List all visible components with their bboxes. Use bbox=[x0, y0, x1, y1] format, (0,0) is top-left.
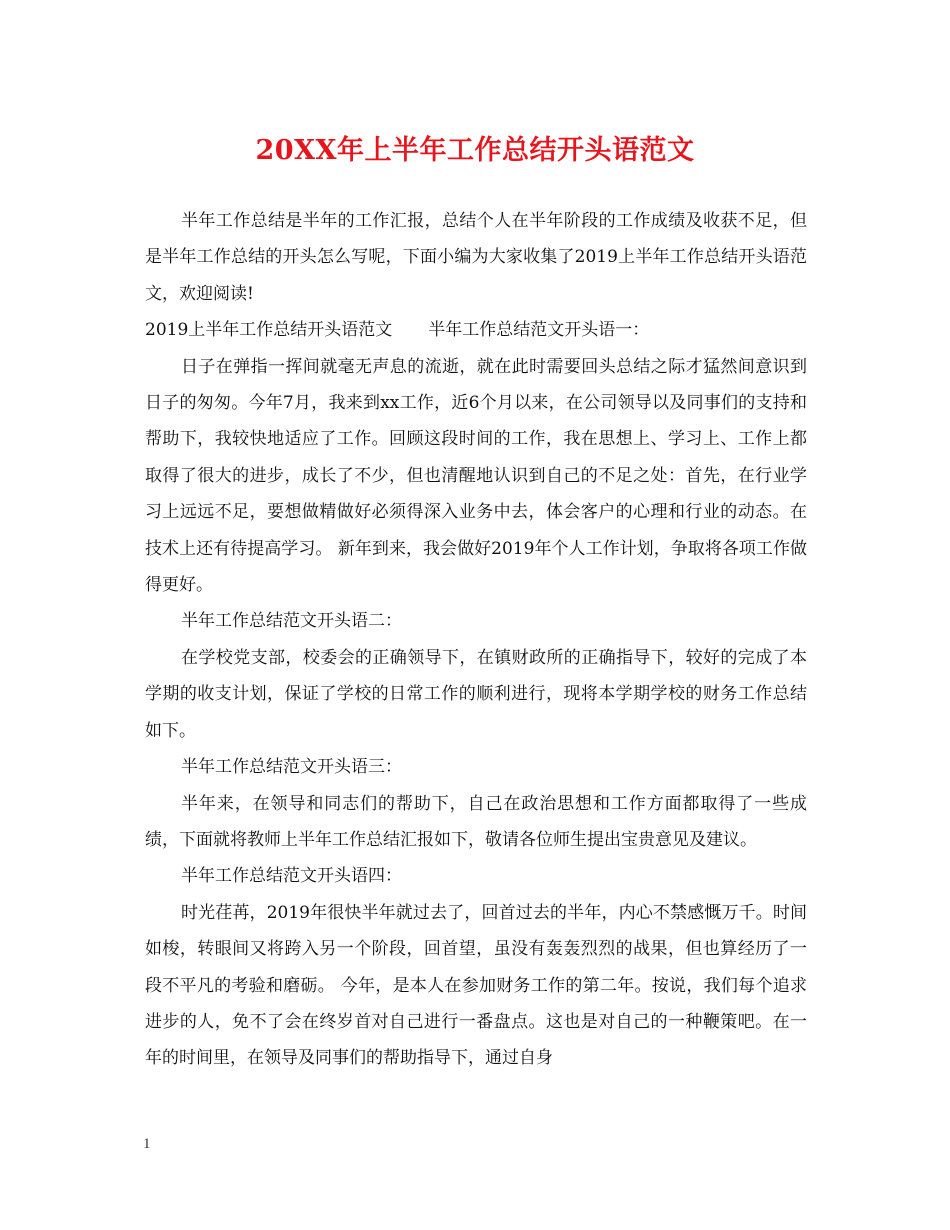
section4-heading: 半年工作总结范文开头语四： bbox=[181, 866, 402, 887]
intro-paragraph: 半年工作总结是半年的工作汇报，总结个人在半年阶段的工作成绩及收获不足，但是半年工作总结的开头怎么写呢，下面小编为大家收集了2019上半年工作总结开头语范文，欢迎阅读! bbox=[145, 211, 807, 304]
subheading-line bbox=[145, 312, 807, 348]
subheading-left: 2019上半年工作总结开头语范文 bbox=[145, 320, 393, 341]
section2-paragraph: 在学校党支部，校委会的正确领导下，在镇财政所的正确指导下，较好的完成了本学期的收支计划，保证了学校的日常工作的顺利进行，现将本学期学校的财务工作总结如下。 bbox=[145, 647, 807, 741]
document-title: 20XX年上半年工作总结开头语范文 bbox=[255, 135, 695, 166]
section3-paragraph: 半年来，在领导和同志们的帮助下，自己在政治思想和工作方面都取得了一些成绩，下面就将教师上半年工作总结汇报如下，敬请各位师生提出宝贵意见及建议。 bbox=[145, 793, 807, 850]
section1-paragraph: 日子在弹指一挥间就毫无声息的流逝，就在此时需要回头总结之际才猛然间意识到日子的匆匆。今年7月，我来到xx工作，近6个月以来，在公司领导以及同事们的支持和帮助下，我较快地适应了工作。回顾这段时间的工作，我在思想上、学习上、工作上都取得了很大的进步，成长了不少，但也清醒地认识到自己的不足之处：首先，在行业学习上远远不足，要想做精做好必须得深入业务中去，体会客户的心理和行业的动态。在技术上还有待提高学习。 新年到来，我会做好2019年个人工作计划，争取将各项工作做得更好。 bbox=[145, 356, 807, 596]
section3-heading: 半年工作总结范文开头语三： bbox=[181, 757, 402, 778]
section2-heading: 半年工作总结范文开头语二： bbox=[181, 611, 402, 632]
document-body bbox=[145, 203, 807, 1077]
page-number: 1 bbox=[143, 1136, 151, 1152]
subheading-right: 半年工作总结范文开头语一： bbox=[428, 320, 650, 341]
section4-paragraph: 时光荏苒，2019年很快半年就过去了，回首过去的半年，内心不禁感慨万千。时间如梭，转眼间又将跨入另一个阶段，回首望，虽没有轰轰烈烈的战果，但也算经历了一段不平凡的考验和磨砺。 今年，是本人在参加财务工作的第二年。按说，我们每个追求进步的人，免不了会在终岁首对自己进行一番盘点。这也是对自己的一种鞭策吧。在一年的时间里，在领导及同事们的帮助指导下，通过自身 bbox=[145, 902, 807, 1069]
